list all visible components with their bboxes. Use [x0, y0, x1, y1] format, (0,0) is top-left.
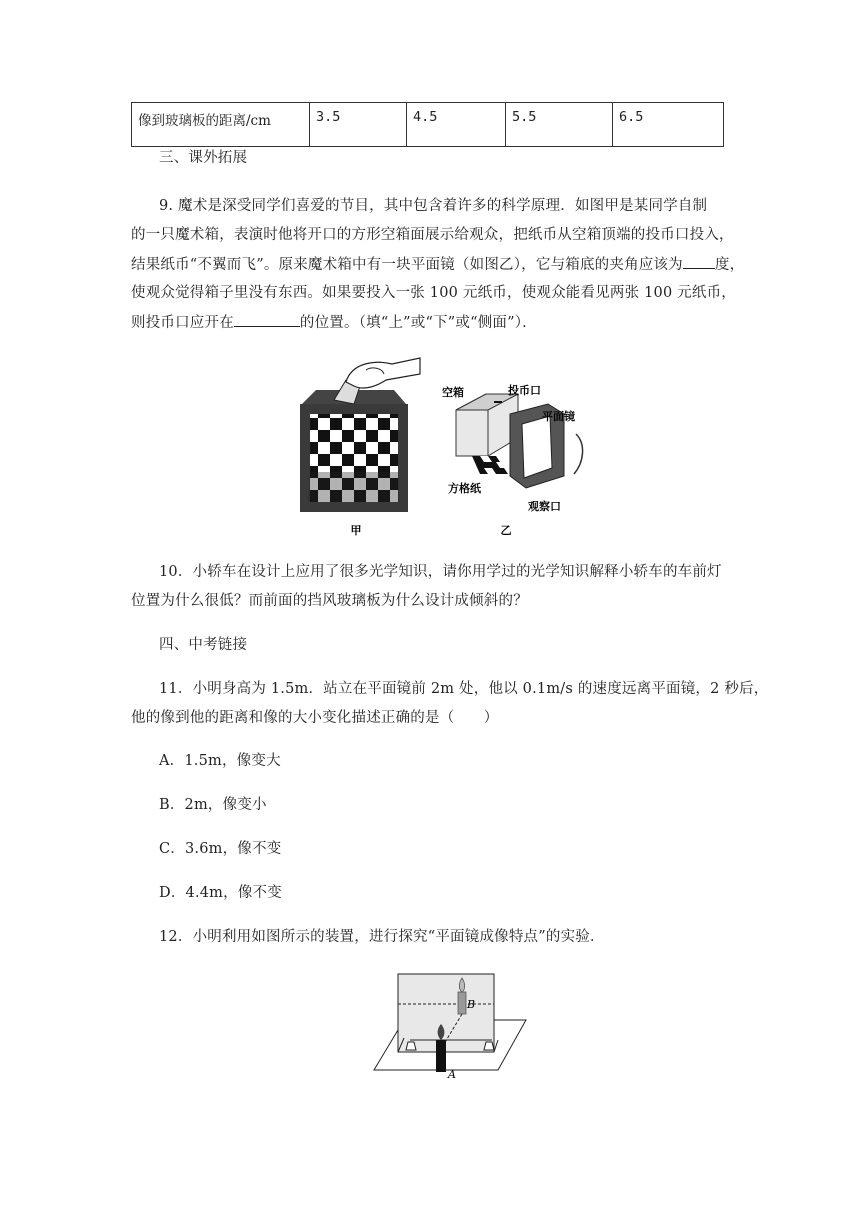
q9-line [131, 254, 744, 275]
answer-blank[interactable] [683, 254, 715, 269]
q11-line: 11．小明身高为 1.5m．站立在平面镜前 2m 处，他以 0.1m/s 的速度远离平面镜，2 秒后， [159, 681, 769, 697]
magic-box-figure [296, 352, 602, 538]
q9-text: 结果纸币“不翼而飞”。原来魔术箱中有一块平面镜（如图乙），它与箱底的夹角应该为 [131, 257, 683, 273]
table-row [132, 103, 724, 147]
q9-line [131, 312, 537, 333]
figure-label-kongxiang: 空箱 [442, 386, 464, 399]
q9-text: 度， [714, 257, 745, 273]
distance-table [131, 102, 724, 147]
q11-option-d: D．4.4m，像不变 [159, 885, 282, 901]
figure-label-toubikou: 投币口 [508, 384, 541, 397]
q12-line: 12．小明利用如图所示的装置，进行探究“平面镜成像特点”的实验． [159, 929, 605, 945]
table-cell: 5.5 [506, 103, 613, 147]
q10-line: 10．小轿车在设计上应用了很多光学知识，请你用学过的光学知识解释小轿车的车前灯 [159, 564, 722, 580]
figure-label-yi: 乙 [500, 524, 512, 537]
mirror-experiment-figure [370, 968, 528, 1080]
q11-option-c: C．3.6m，像不变 [159, 841, 282, 857]
q9-line: 使观众觉得箱子里没有东西。如果要投入一张 100 元纸币，使观众能看见两张 100 元纸币， [131, 285, 736, 301]
q9-text: 的位置。（填“上”或“下”或“侧面”）． [299, 315, 537, 331]
box-yi [456, 394, 583, 488]
figure-label-guanchakou: 观察口 [528, 500, 561, 513]
q9-line: 9. 魔术是深受同学们喜爱的节目，其中包含着许多的科学原理．如图甲是某同学自制 [159, 198, 708, 214]
table-cell: 3.5 [310, 103, 407, 147]
figure-label-jia: 甲 [350, 524, 362, 537]
table-cell: 6.5 [613, 103, 724, 147]
q11-option-b: B．2m，像变小 [159, 797, 267, 813]
section-heading: 三、课外拓展 [159, 150, 248, 166]
q11-option-a: A．1.5m，像变大 [159, 753, 281, 769]
figure-label-pingmianjing: 平面镜 [542, 410, 575, 423]
q9-line: 的一只魔术箱，表演时他将开口的方形空箱面展示给观众，把纸币从空箱顶端的投币口投入， [131, 227, 734, 243]
section-heading: 四、中考链接 [159, 637, 248, 653]
q11-line: 他的像到他的距离和像的大小变化描述正确的是（ ） [131, 710, 499, 726]
figure-label-a: A [448, 1068, 456, 1080]
table-cell: 4.5 [407, 103, 506, 147]
q10-line: 位置为什么很低？而前面的挡风玻璃板为什么设计成倾斜的？ [131, 593, 528, 609]
answer-blank[interactable] [234, 312, 300, 327]
figure-label-b: B [467, 998, 476, 1011]
q9-text: 则投币口应开在 [131, 315, 234, 331]
figure-label-fanggezhi: 方格纸 [448, 482, 481, 495]
table-row-label: 像到玻璃板的距离/cm [132, 103, 310, 147]
box-jia [300, 358, 420, 512]
